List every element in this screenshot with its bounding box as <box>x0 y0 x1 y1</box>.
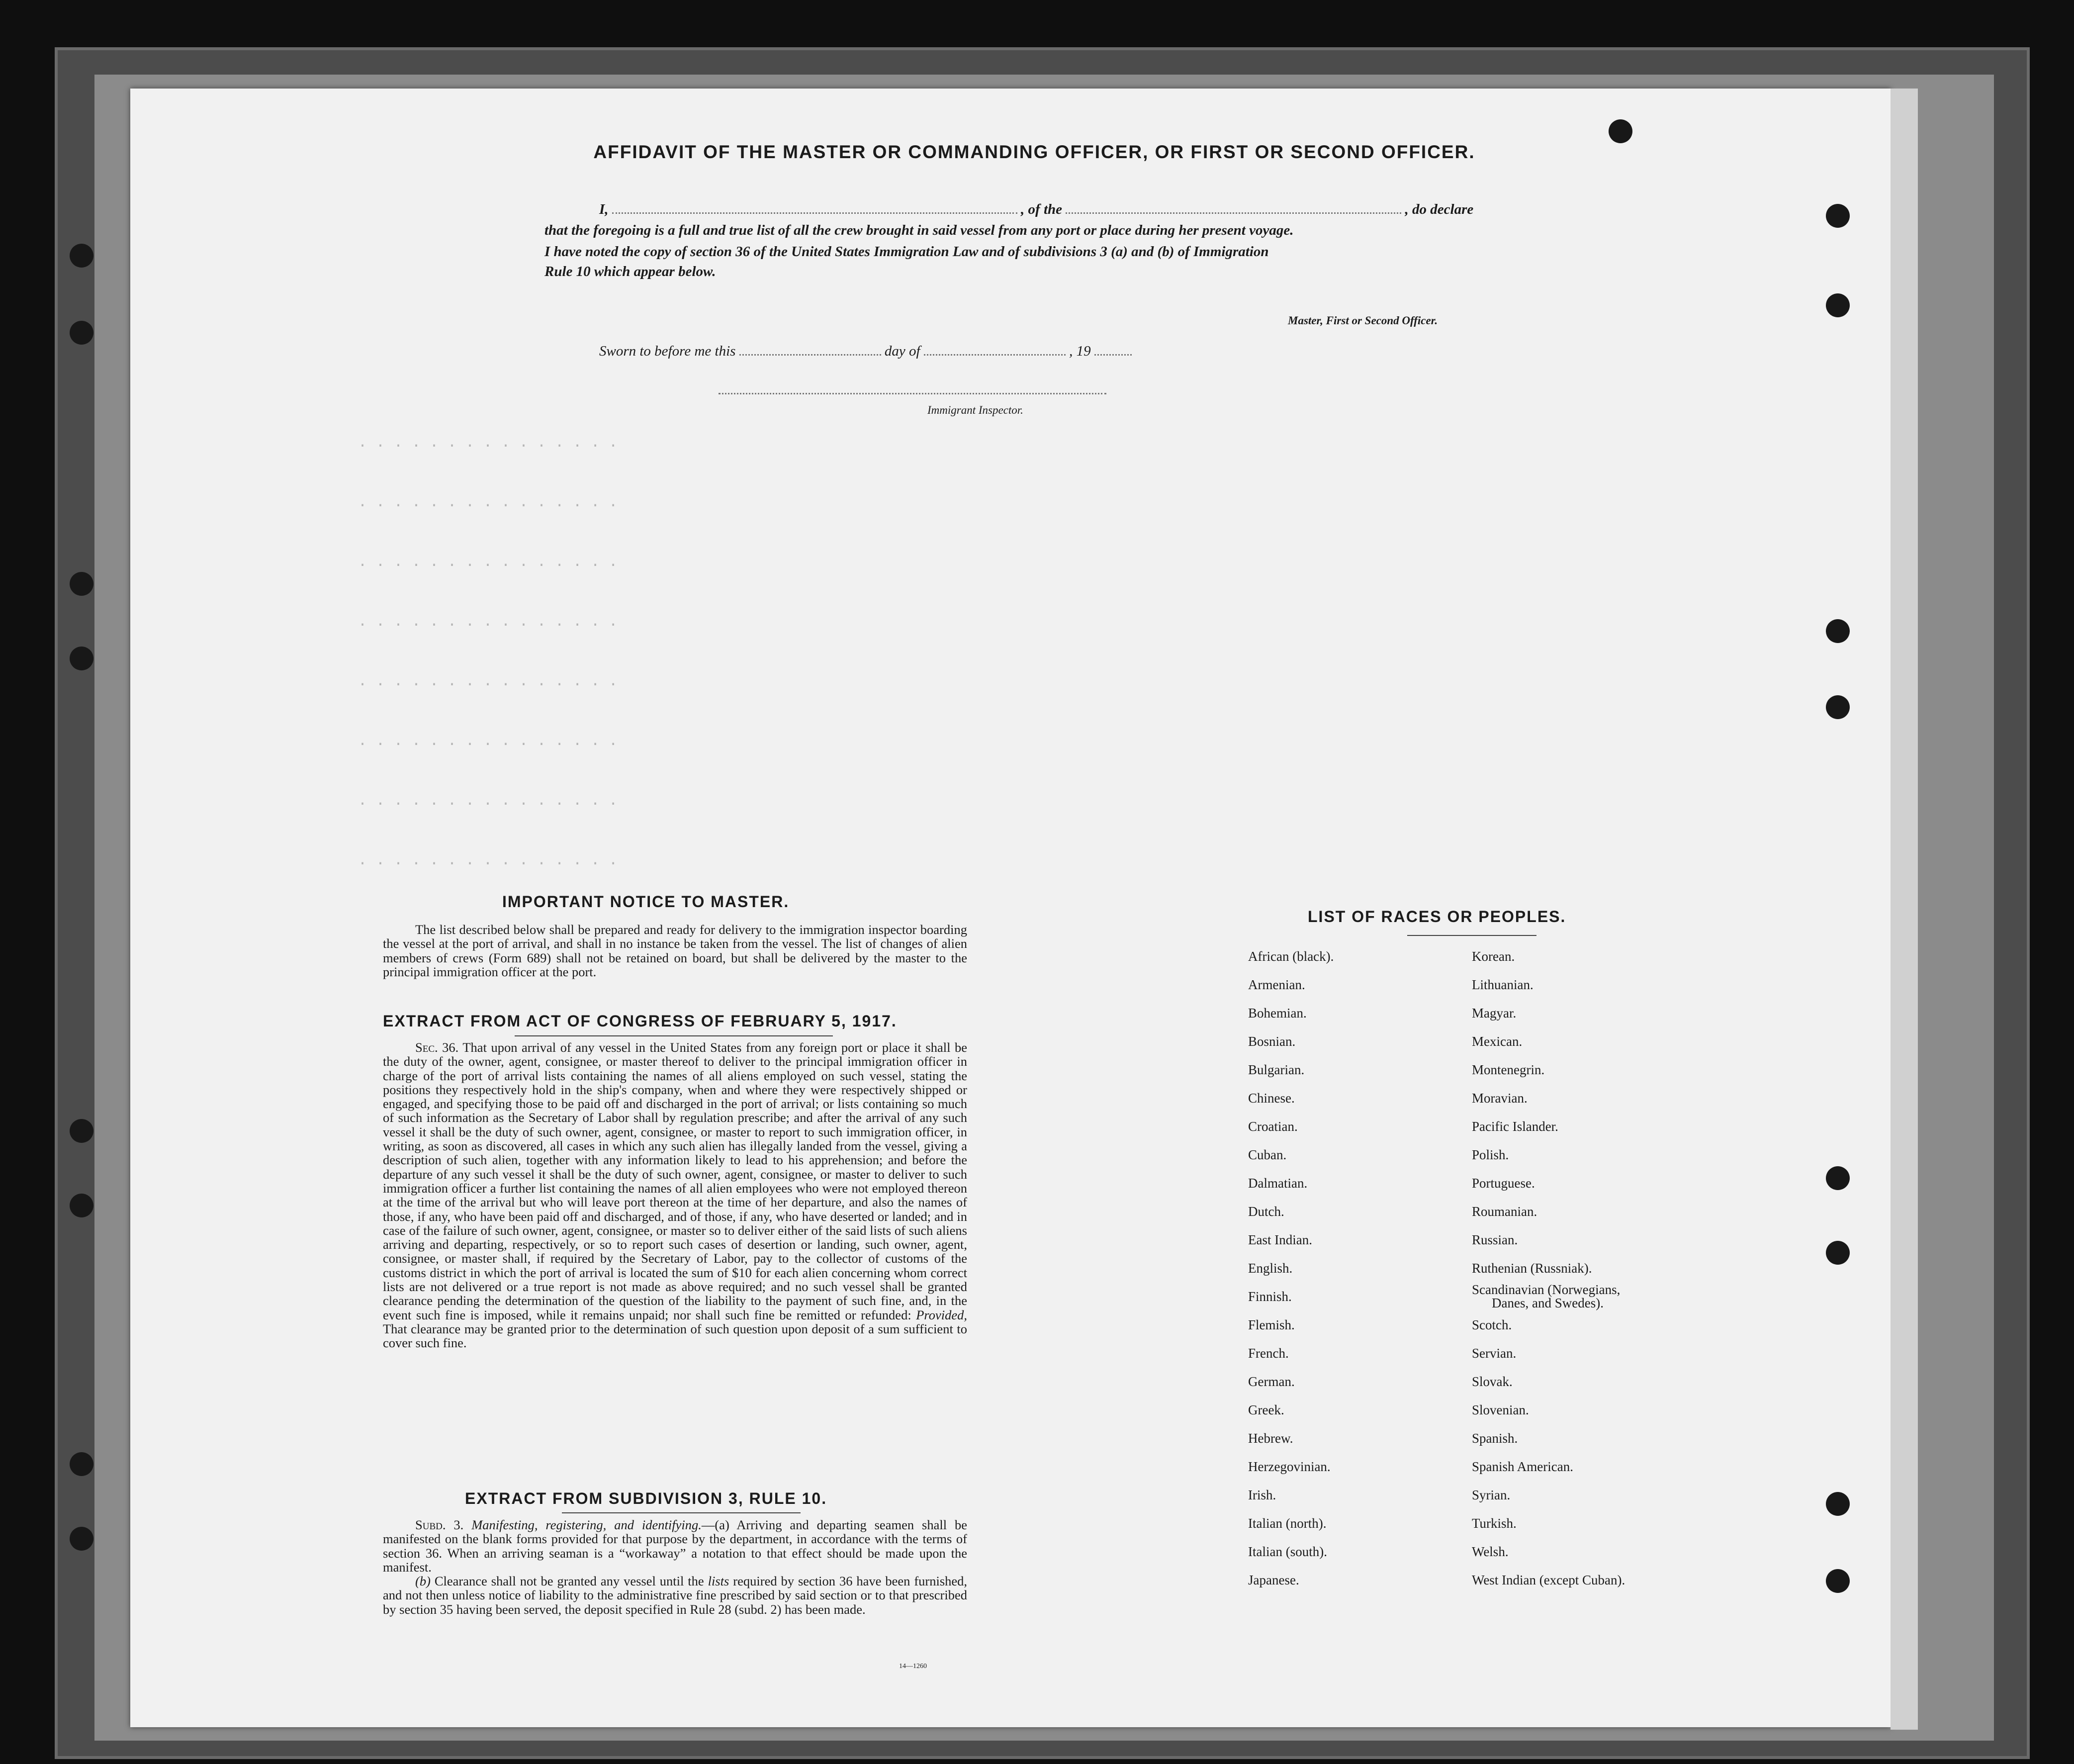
race-item: Italian (north). <box>1248 1516 1327 1531</box>
race-item: Flemish. <box>1248 1317 1295 1332</box>
rule-extract-title: EXTRACT FROM SUBDIVISION 3, RULE 10. <box>465 1489 827 1507</box>
race-item: German. <box>1248 1374 1295 1389</box>
subdivision-label: Subd. 3. <box>415 1517 464 1532</box>
bleed-through-text: · · · · · · · · · · · · · · · <box>358 438 618 455</box>
race-item: Hebrew. <box>1248 1431 1293 1446</box>
punch-hole-icon <box>1826 293 1850 317</box>
year-label: , 19 <box>1069 343 1091 359</box>
race-item: Scandinavian (Norwegians, <box>1472 1282 1621 1297</box>
race-item: Mexican. <box>1472 1034 1523 1049</box>
race-item: Dalmatian. <box>1248 1176 1308 1191</box>
document-page <box>130 89 1891 1727</box>
race-item: Pacific Islander. <box>1472 1119 1558 1134</box>
race-item: Italian (south). <box>1248 1544 1327 1559</box>
sworn-year-field[interactable] <box>1094 354 1132 356</box>
race-item: Finnish. <box>1248 1289 1292 1304</box>
race-item: Herzegovinian. <box>1248 1459 1331 1474</box>
race-item: Montenegrin. <box>1472 1062 1545 1077</box>
punch-hole-icon <box>1826 1166 1850 1190</box>
sworn-month-field[interactable] <box>924 354 1066 356</box>
subdivision-b-label: (b) <box>415 1574 431 1589</box>
race-item: Moravian. <box>1472 1091 1528 1106</box>
punch-hole-icon <box>70 647 93 670</box>
punch-hole-icon <box>1609 119 1632 143</box>
race-item: Magyar. <box>1472 1006 1517 1021</box>
bleed-through-text: · · · · · · · · · · · · · · · <box>358 497 618 514</box>
race-item: Spanish. <box>1472 1431 1518 1446</box>
race-item: Syrian. <box>1472 1487 1511 1502</box>
bleed-through-text: · · · · · · · · · · · · · · · <box>358 796 618 813</box>
race-item: Croatian. <box>1248 1119 1298 1134</box>
races-title: LIST OF RACES OR PEOPLES. <box>1308 908 1566 926</box>
punch-hole-icon <box>1826 1569 1850 1593</box>
race-item: Danes, and Swedes). <box>1492 1296 1604 1310</box>
bleed-through-text: · · · · · · · · · · · · · · · <box>358 676 618 693</box>
sworn-line <box>599 343 1132 360</box>
punch-hole-icon <box>70 1452 93 1476</box>
sworn-day-field[interactable] <box>739 354 881 356</box>
race-item: Turkish. <box>1472 1516 1517 1531</box>
subdivision-a-text: —(a) Arriving and departing seamen shall be manifested on the blank forms provided for that purpose by the department, in accordance with the terms of section 36. When an arriving seaman is a “workaway” a notation to that effect should be made upon the manifest. <box>383 1517 967 1575</box>
race-item: African (black). <box>1248 949 1334 964</box>
race-item: Servian. <box>1472 1346 1517 1361</box>
punch-hole-icon <box>1826 695 1850 719</box>
race-item: Bohemian. <box>1248 1006 1307 1021</box>
subdivision-heading: Manifesting, registering, and identifying. <box>471 1517 702 1532</box>
subdivision-b-text-2: required by section 36 have been furnished, and not then unless notice of liability to the administrative fine prescribed by said section or to that prescribed by section 35 having been served, the deposit specified in Rule 28 (subd. 2) has been made. <box>383 1574 968 1617</box>
race-item: Bulgarian. <box>1248 1062 1305 1077</box>
affidavit-line-2: that the foregoing is a full and true list of all the crew brought in said vessel from any port or place during her present voyage. <box>544 222 1294 238</box>
notice-title: IMPORTANT NOTICE TO MASTER. <box>502 893 790 911</box>
bleed-through-text: · · · · · · · · · · · · · · · <box>358 617 618 634</box>
punch-hole-icon <box>70 1527 93 1551</box>
notice-text: The list described below shall be prepared and ready for delivery to the immigration inspector boarding the vessel at the port of arrival, and shall in no instance be taken from the vessel. The list of changes of alien members of crews (Form 689) shall not be retained on board, but shall be delivered by the master to the principal immigration officer at the port. <box>383 922 967 979</box>
race-item: Japanese. <box>1248 1573 1299 1587</box>
master-name-field[interactable] <box>612 212 1017 214</box>
affidavit-of-the-label: , of the <box>1021 201 1063 217</box>
punch-hole-icon <box>1826 1241 1850 1265</box>
punch-hole-icon <box>1826 619 1850 643</box>
race-item: Bosnian. <box>1248 1034 1296 1049</box>
races-title-rule <box>1407 935 1536 936</box>
punch-hole-icon <box>1826 1492 1850 1516</box>
race-item: Russian. <box>1472 1232 1518 1247</box>
punch-hole-icon <box>70 572 93 596</box>
punch-hole-icon <box>70 1119 93 1143</box>
race-item: Armenian. <box>1248 977 1305 992</box>
punch-hole-icon <box>70 321 93 345</box>
race-item: French. <box>1248 1346 1289 1361</box>
affidavit-declaration-line <box>599 201 1473 218</box>
race-item: English. <box>1248 1261 1293 1276</box>
subdivision-b-text-1: Clearance shall not be granted any vessel until the <box>434 1574 704 1589</box>
affidavit-line-4: Rule 10 which appear below. <box>544 264 716 279</box>
race-item: Dutch. <box>1248 1204 1284 1219</box>
affidavit-line-3: I have noted the copy of section 36 of the United States Immigration Law and of subdivisions 3 (a) and (b) of Immigration <box>544 244 1269 260</box>
act-paragraph <box>383 1040 967 1350</box>
act-title-rule <box>515 1035 833 1036</box>
affidavit-i-label: I, <box>599 201 609 217</box>
race-item: Chinese. <box>1248 1091 1295 1106</box>
race-item: West Indian (except Cuban). <box>1472 1573 1625 1587</box>
bleed-through-text: · · · · · · · · · · · · · · · <box>358 736 618 753</box>
race-item: East Indian. <box>1248 1232 1312 1247</box>
race-item: Welsh. <box>1472 1544 1509 1559</box>
day-of-label: day of <box>884 343 920 359</box>
sworn-label: Sworn to before me this <box>599 343 736 359</box>
race-item: Portuguese. <box>1472 1176 1535 1191</box>
race-item: Cuban. <box>1248 1147 1287 1162</box>
bleed-through-text: · · · · · · · · · · · · · · · <box>358 855 618 872</box>
provided-word: Provided, <box>916 1307 967 1322</box>
lists-word: lists <box>708 1574 729 1589</box>
section-label: Sec. 36. <box>415 1040 459 1055</box>
vessel-name-field[interactable] <box>1066 212 1401 214</box>
inspector-signature-field[interactable] <box>719 393 1106 394</box>
punch-hole-icon <box>70 1194 93 1217</box>
race-item: Roumanian. <box>1472 1204 1537 1219</box>
race-item: Polish. <box>1472 1147 1509 1162</box>
race-item: Spanish American. <box>1472 1459 1573 1474</box>
punch-hole-icon <box>1826 204 1850 228</box>
act-text: That upon arrival of any vessel in the United States from any foreign port or place it shall be the duty of the owner, agent, consignee, or master thereof to deliver to the principal immigration officer in charge of the port of arrival lists containing the names of all aliens employed on such vessel, stating the positions they respectively hold in the ship's company, when and where they were respectively shipped or engaged, and specifying those to be paid off and discharged in the port of arrival; or lists containing so much of such information as the Secretary of Labor shall by regulation prescribe; and after the arrival of any such vessel it shall be the duty of such owner, agent, consignee, or master to report to such immigration officer, in writing, as soon as discovered, all cases in which any such alien has illegally landed from the vessel, giving a description of such alien, together with any information likely to lead to his apprehension; and before the departure of any such vessel it shall be the duty of such owner, agent, consignee, or master to deliver to such immigration officer a further list containing the names of all alien employees who were not employed thereon at the time of the arrival but who will leave port thereon at the time of her departure, and also the names of those, if any, who have been paid off and discharged, and of those, if any, who have deserted or landed; and in case of the failure of such owner, agent, consignee, or master so to deliver either of the said lists of such aliens arriving and departing, respectively, or so to report such cases of desertion or landing, such owner, agent, consignee, or master shall, if required by the Secretary of Labor, pay to the collector of customs of the customs district in which the port of arrival is located the sum of $10 for each alien concerning whom correct lists are not delivered or a true report is not made as above required; and no such vessel shall be granted clearance pending the determination of the question of the liability to the payment of such fine, and, in the event such fine is imposed, while it remains unpaid; nor shall such fine be remitted or refunded: <box>383 1040 967 1322</box>
act-text-end: That clearance may be granted prior to the determination of such question upon deposit of a sum sufficient to cover such fine. <box>383 1321 967 1351</box>
notice-paragraph <box>383 923 967 979</box>
punch-hole-icon <box>70 244 93 268</box>
race-item: Irish. <box>1248 1487 1276 1502</box>
page-edge-strip <box>1891 89 1918 1730</box>
race-item: Slovak. <box>1472 1374 1513 1389</box>
race-item: Slovenian. <box>1472 1402 1529 1417</box>
rule-paragraph <box>383 1518 967 1616</box>
affidavit-declare-label: , do declare <box>1405 201 1474 217</box>
inspector-label: Immigrant Inspector. <box>927 404 1023 416</box>
form-number: 14—1260 <box>899 1663 927 1670</box>
race-item: Greek. <box>1248 1402 1284 1417</box>
race-item: Lithuanian. <box>1472 977 1533 992</box>
act-extract-title: EXTRACT FROM ACT OF CONGRESS OF FEBRUARY 5, 1917. <box>383 1012 897 1030</box>
affidavit-title: AFFIDAVIT OF THE MASTER OR COMMANDING OFFICER, OR FIRST OR SECOND OFFICER. <box>593 142 1475 162</box>
signature-label: Master, First or Second Officer. <box>1288 314 1438 327</box>
race-item: Scotch. <box>1472 1317 1512 1332</box>
bleed-through-text: · · · · · · · · · · · · · · · <box>358 557 618 574</box>
rule-title-rule <box>562 1512 801 1513</box>
race-item: Korean. <box>1472 949 1515 964</box>
race-item: Ruthenian (Russniak). <box>1472 1261 1592 1276</box>
